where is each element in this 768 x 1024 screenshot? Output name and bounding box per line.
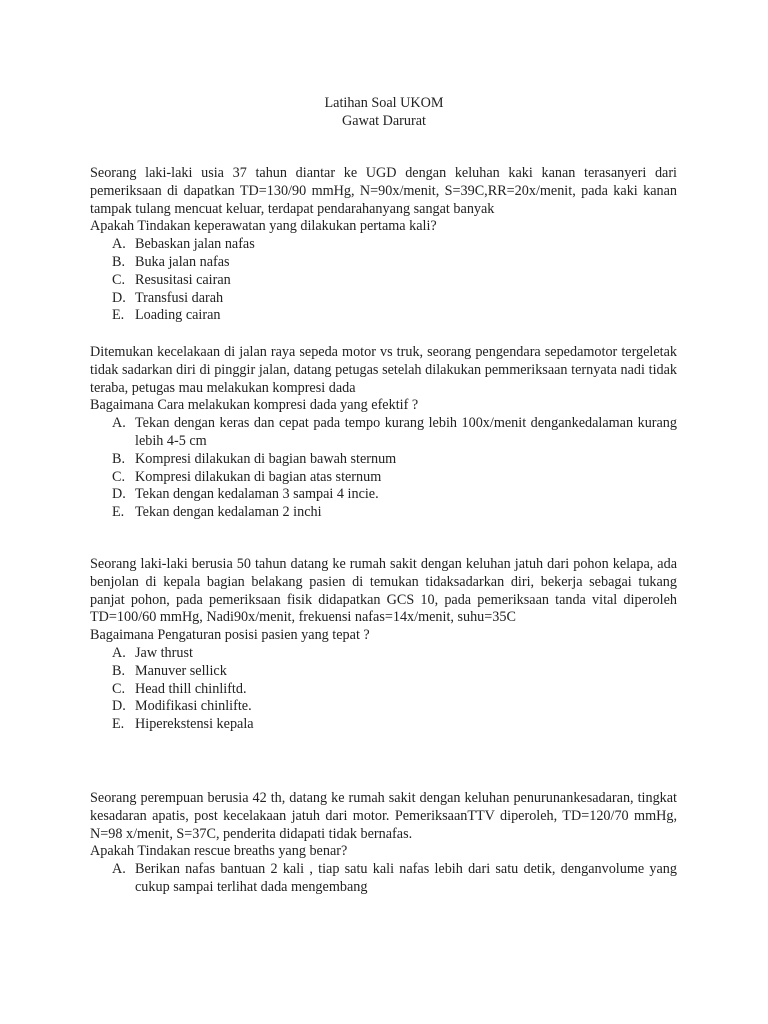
question-1 [90, 165, 677, 325]
answer-option-d [90, 290, 677, 308]
answer-options [90, 415, 677, 522]
option-text: Transfusi darah [135, 289, 224, 306]
option-letter: B. [112, 450, 126, 467]
option-text: Tekan dengan keras dan cepat pada tempo kurang lebih 100x/menit dengankedalaman kurang lebih 4-5 cm [135, 415, 677, 449]
option-letter: D. [112, 289, 126, 306]
option-letter: A. [112, 644, 126, 661]
option-letter: A. [112, 415, 126, 432]
option-text: Jaw thrust [135, 644, 193, 661]
answer-option-e [90, 716, 677, 734]
option-text: Kompresi dilakukan di bagian atas sternum [135, 468, 382, 485]
option-letter: B. [112, 253, 126, 270]
question-2 [90, 344, 677, 522]
answer-option-a [90, 645, 677, 663]
option-text: Loading cairan [135, 307, 221, 324]
answer-option-e [90, 307, 677, 325]
answer-option-b [90, 663, 677, 681]
option-letter: E. [112, 307, 125, 324]
option-text: Kompresi dilakukan di bagian bawah sternum [135, 450, 397, 467]
answer-option-d [90, 486, 677, 504]
option-letter: D. [112, 486, 126, 503]
option-letter: C. [112, 271, 126, 288]
option-letter: C. [112, 680, 126, 697]
question-prompt: Apakah Tindakan rescue breaths yang benar? [90, 843, 348, 860]
question-4 [90, 790, 677, 897]
document-header [0, 94, 768, 130]
option-letter: C. [112, 468, 126, 485]
option-text: Hiperekstensi kepala [135, 716, 254, 733]
answer-options [90, 236, 677, 325]
question-3 [90, 556, 677, 734]
answer-option-c [90, 469, 677, 487]
option-letter: A. [112, 861, 126, 878]
question-stem: Seorang laki-laki berusia 50 tahun datang ke rumah sakit dengan keluhan jatuh dari pohon kelapa, ada benjolan di kepala bagian belakang pasien di temukan tidaksadarkan diri, bekerja sebagai tukang panjat pohon, pada pemeriksaan fisik didapatkan GCS 10, pada pemeriksaan tanda vital diperoleh TD=100/60 mmHg, Nadi90x/menit, frekuensi nafas=14x/menit, suhu=35C [90, 556, 677, 626]
answer-option-d [90, 698, 677, 716]
document-title: Latihan Soal UKOM [324, 95, 444, 111]
document-subtitle: Gawat Darurat [342, 113, 426, 129]
answer-option-a [90, 236, 677, 254]
question-stem: Ditemukan kecelakaan di jalan raya sepeda motor vs truk, seorang pengendara sepedamotor tergeletak tidak sadarkan diri di pinggir jalan, datang petugas setelah dilakukan pemmeriksaan ternyata nadi tidak teraba, petugas mau melakukan kompresi dada [90, 344, 677, 396]
option-letter: E. [112, 716, 125, 733]
option-text: Berikan nafas bantuan 2 kali , tiap satu kali nafas lebih dari satu detik, denganvolume yang cukup sampai terlihat dada mengembang [135, 861, 677, 895]
option-text: Tekan dengan kedalaman 3 sampai 4 incie. [135, 486, 379, 503]
answer-option-e [90, 504, 677, 522]
question-prompt: Bagaimana Pengaturan posisi pasien yang tepat ? [90, 627, 370, 644]
answer-option-b [90, 451, 677, 469]
option-text: Bebaskan jalan nafas [135, 236, 255, 253]
question-stem: Seorang laki-laki usia 37 tahun diantar ke UGD dengan keluhan kaki kanan terasanyeri dari pemeriksaan di dapatkan TD=130/90 mmHg, N=90x/menit, S=39C,RR=20x/menit, pada kaki kanan tampak tulang mencuat keluar, terdapat pendarahanyang sangat banyak [90, 165, 677, 217]
option-text: Tekan dengan kedalaman 2 inchi [135, 504, 322, 521]
question-prompt: Apakah Tindakan keperawatan yang dilakukan pertama kali? [90, 218, 437, 235]
question-stem: Seorang perempuan berusia 42 th, datang ke rumah sakit dengan keluhan penurunankesadaran, tingkat kesadaran apatis, post kecelakaan jatuh dari motor. PemeriksaanTTV diperoleh, TD=120/70 mmHg, N=98 x/menit, S=37C, penderita didapati tidak bernafas. [90, 790, 677, 842]
option-text: Buka jalan nafas [135, 253, 230, 270]
answer-option-c [90, 272, 677, 290]
answer-option-c [90, 681, 677, 699]
option-text: Manuver sellick [135, 662, 227, 679]
question-prompt: Bagaimana Cara melakukan kompresi dada yang efektif ? [90, 397, 419, 414]
option-text: Resusitasi cairan [135, 271, 231, 288]
option-letter: A. [112, 236, 126, 253]
answer-option-a [90, 415, 677, 451]
answer-options [90, 861, 677, 897]
answer-option-a [90, 861, 677, 897]
option-letter: B. [112, 662, 126, 679]
answer-option-b [90, 254, 677, 272]
option-letter: D. [112, 698, 126, 715]
option-text: Modifikasi chinlifte. [135, 698, 252, 715]
answer-options [90, 645, 677, 734]
option-letter: E. [112, 504, 125, 521]
option-text: Head thill chinliftd. [135, 680, 247, 697]
